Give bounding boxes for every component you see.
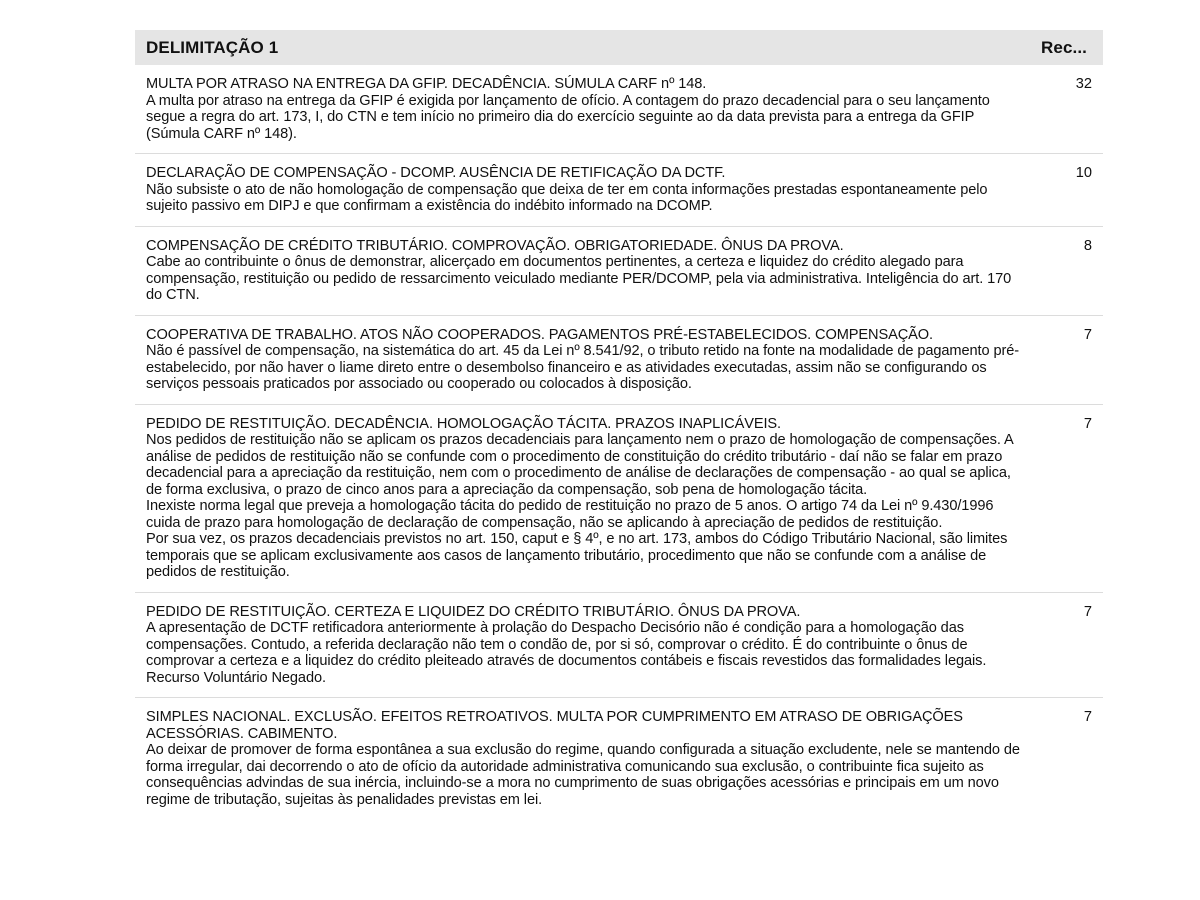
row-body: A multa por atraso na entrega da GFIP é exigida por lançamento de ofício. A contagem do prazo decadencial para o seu lançamento segue a regra do art. 173, I, do CTN e tem início no primeiro dia do exercício seguinte ao da data prevista para a entrega da GFIP (Súmula CARF nº 148). (146, 92, 990, 142)
row-body: Nos pedidos de restituição não se aplicam os prazos decadenciais para lançamento nem o prazo de homologação de compensações. A análise de pedidos de restituição não se confunde com o procedimento de constituição do crédito tributário - daí não se falar em prazo decadencial para a apreciação da restituição, nem com o procedimento de análise de declarações de compensação - ao qual se aplica, de forma exclusiva, o prazo de cinco anos para a apreciação da compensação, sob pena de homologação tácita. Inexiste norma legal que preveja a homologação tácita do pedido de restituição no prazo de 5 anos. O artigo 74 da Lei nº 9.430/1996 cuida de prazo para homologação de declaração de compensação, não se aplicando à apreciação de pedidos de restituição. Por sua vez, os prazos decadenciais previstos no art. 150, caput e § 4º, e no art. 173, ambos do Código Tributário Nacional, são limites temporais que se aplicam exclusivamente aos casos de lançamento tributário, procedimento que não se confunde com a análise de pedidos de restituição. (146, 432, 1013, 580)
row-count: 8 (1083, 237, 1092, 254)
delimitation-table (135, 30, 1103, 819)
row-title: PEDIDO DE RESTITUIÇÃO. CERTEZA E LIQUIDEZ DO CRÉDITO TRIBUTÁRIO. ÔNUS DA PROVA. (146, 603, 801, 620)
row-title: SIMPLES NACIONAL. EXCLUSÃO. EFEITOS RETROATIVOS. MULTA POR CUMPRIMENTO EM ATRASO DE OBRIGAÇÕES ACESSÓRIAS. CABIMENTO. (146, 709, 963, 742)
row-body: Ao deixar de promover de forma espontânea a sua exclusão do regime, quando configurada a situação excludente, nele se mantendo de forma irregular, dai decorrendo o ato de ofício da autoridade administrativa comunicando sua exclusão, o contribuinte fica sujeito as consequências advindas de sua inércia, incluindo-se a mora no cumprimento de suas obrigações acessórias e principais em um novo regime de tributação, sujeitas às penalidades previstas em lei. (146, 742, 1020, 808)
row-text (135, 709, 1026, 808)
row-text (135, 165, 1026, 215)
row-body: Cabe ao contribuinte o ônus de demonstrar, alicerçado em documentos pertinentes, a certeza e liquidez do crédito alegado para compensação, restituição ou pedido de ressarcimento veiculado mediante PER/DCOMP, pela via administrativa. Inteligência do art. 170 do CTN. (146, 254, 1012, 303)
table-row[interactable] (135, 227, 1103, 316)
row-title: COMPENSAÇÃO DE CRÉDITO TRIBUTÁRIO. COMPROVAÇÃO. OBRIGATORIEDADE. ÔNUS DA PROVA. (146, 237, 844, 254)
row-body: A apresentação de DCTF retificadora anteriormente à prolação do Despacho Decisório não é condição para a homologação das compensações. Contudo, a referida declaração não tem o condão de, por si só, comprovar o crédito. É do contribuinte o ônus de comprovar a certeza e a liquidez do crédito pleiteado através de documentos contábeis e fiscais revestidos das formalidades legais. Recurso Voluntário Negado. (146, 620, 987, 686)
table-row[interactable] (135, 698, 1103, 819)
row-title: MULTA POR ATRASO NA ENTREGA DA GFIP. DECADÊNCIA. SÚMULA CARF nº 148. (146, 76, 707, 92)
table-row[interactable] (135, 405, 1103, 593)
row-title: COOPERATIVA DE TRABALHO. ATOS NÃO COOPERADOS. PAGAMENTOS PRÉ-ESTABELECIDOS. COMPENSAÇÃO. (146, 326, 934, 343)
table-header (135, 30, 1103, 65)
row-text (135, 604, 1026, 687)
table-row[interactable] (135, 65, 1103, 154)
table-row[interactable] (135, 154, 1103, 227)
row-title: PEDIDO DE RESTITUIÇÃO. DECADÊNCIA. HOMOLOGAÇÃO TÁCITA. PRAZOS INAPLICÁVEIS. (146, 415, 782, 432)
row-body: Não subsiste o ato de não homologação de compensação que deixa de ter em conta informações prestadas espontaneamente pelo sujeito passivo em DIPJ e que confirmam a existência do indébito informado na DCOMP. (146, 181, 988, 214)
row-count: 10 (1075, 165, 1092, 181)
row-count: 32 (1075, 76, 1092, 92)
row-text (135, 76, 1026, 142)
row-text (135, 327, 1026, 393)
row-count: 7 (1083, 326, 1092, 343)
header-title: DELIMITAÇÃO 1 (146, 37, 279, 57)
row-body: Não é passível de compensação, na sistemática do art. 45 da Lei nº 8.541/92, o tributo retido na fonte na modalidade de pagamento pré-estabelecido, por não haver o liame direto entre o desembolso financeiro e as atividades executadas, assim não se configurando os serviços pessoais praticados por associado ou cooperado ou colocados à disposição. (146, 343, 1019, 392)
table-row[interactable] (135, 593, 1103, 699)
row-count: 7 (1083, 603, 1092, 620)
header-count-label[interactable]: Rec... (1041, 37, 1087, 57)
row-text (135, 238, 1026, 304)
table-row[interactable] (135, 316, 1103, 405)
row-count: 7 (1083, 415, 1092, 432)
row-text (135, 416, 1026, 581)
row-title: DECLARAÇÃO DE COMPENSAÇÃO - DCOMP. AUSÊNCIA DE RETIFICAÇÃO DA DCTF. (146, 165, 726, 181)
row-count: 7 (1083, 709, 1092, 725)
